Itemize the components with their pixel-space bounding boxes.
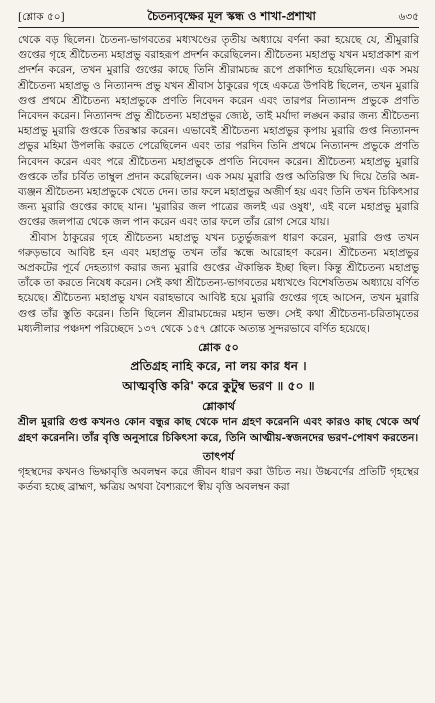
page-number: ৬৩৫ — [398, 11, 419, 23]
purport-text: গৃহস্থদের কখনও ভিক্ষাবৃত্তি অবলম্বন করে জীবন ধারণ করা উচিত নয়। উচ্চবর্ণের প্রতিটি গৃহস্থের কর্তব্য হচ্ছে ব্রাহ্মণ, ক্ষত্রিয় অথবা বৈশ্যরূপে স্বীয় বৃত্তি অবলম্বন করা — [18, 466, 419, 494]
verse-line: আত্মবৃত্তি করি' করে কুটুম্ব ভরণ ॥ ৫০ ॥ — [122, 379, 315, 394]
paragraph: শ্রীবাস ঠাকুরের গৃহে শ্রীচৈতন্য মহাপ্রভু যখন চতুর্ভুজরূপ ধারণ করেন, মুরারি গুপ্ত তখন গরুড়ভাবে আবিষ্ট হন এবং মহাপ্রভু তখন তাঁর স্কন্ধে আরোহণ করেন। শ্রীচৈতন্য মহাপ্রভুর অপ্রকটের পূর্বে দেহত্যাগ করার জন্য মুরারি গুপ্তের ঐকান্তিক ইচ্ছা ছিল। কিন্তু শ্রীচৈতন্য মহাপ্রভু তাঁকে তা করতে নিষেধ করেন। সেই কথা শ্রীচৈতন্য-ভাগবতের মধ্যখণ্ডে বিশেষতিতম অধ্যায়ে বর্ণিত হয়েছে। শ্রীচৈতন্য মহাপ্রভু যখন বরাহভাবে আবিষ্ট হয়ে মুরারি গুপ্তের গৃহে আসেন, তখন মুরারি গুপ্ত তাঁর স্তুতি করেন। তিনি ছিলেন শ্রীরামচন্দ্রের মহান ভক্ত। সেই কথা শ্রীচৈতন্য-চরিতামৃতের মধ্যলীলার পঞ্চদশ পরিচ্ছেদে ১৩৭ থেকে ১৫৭ শ্লোকে অত্যন্ত সুন্দরভাবে বর্ণিত হয়েছে। — [18, 231, 419, 335]
paragraph: থেকে বড় ছিলেন। চৈতন্য-ভাগবতের মধ্যখণ্ডের তৃতীয় অধ্যায়ে বর্ণনা করা হয়েছে যে, শ্রীমুরারি গুপ্তের গৃহে শ্রীচৈতন্য মহাপ্রভু বরাহরূপ প্রদর্শন করেছিলেন। শ্রীচৈতন্য মহাপ্রভু যখন মহাপ্রকাশ রূপ প্রদর্শন করেন, তখন মুরারি গুপ্তের কাছে তিনি শ্রীরামচন্দ্র রূপে প্রকাশিত হয়েছিলেন। এক সময় শ্রীচৈতন্য মহাপ্রভু ও নিত্যানন্দ প্রভু যখন শ্রীবাস ঠাকুরের গৃহে একত্রে উপবিষ্ট ছিলেন, তখন মুরারি গুপ্ত প্রথমে শ্রীচৈতন্য মহাপ্রভুকে প্রণতি নিবেদন করেন এবং তারপর নিত্যানন্দ প্রভুকে প্রণতি নিবেদন করেন। নিত্যানন্দ প্রভু শ্রীচৈতন্য মহাপ্রভুর জ্যেষ্ঠ, তাই মর্যাদা লঙ্ঘন করার জন্য শ্রীচৈতন্য মহাপ্রভু মুরারি গুপ্তকে তিরস্কার করেন। এভাবেই শ্রীচৈতন্য মহাপ্রভুর কৃপায় মুরারি গুপ্ত নিত্যানন্দ প্রভুর মহিমা উপলব্ধি করতে পেরেছিলেন এবং তার পরদিন তিনি প্রথমে নিত্যানন্দ প্রভুকে প্রণতি নিবেদন করেন এবং পরে শ্রীচৈতন্য মহাপ্রভুকে প্রণতি নিবেদন করেন। শ্রীচৈতন্য মহাপ্রভু মুরারি গুপ্তকে তাঁর চর্বিত তাম্বুল প্রদান করেছিলেন। এক সময় মুরারি গুপ্ত অতিরিক্ত ঘি দিয়ে তৈরি অন্ন-ব্যঞ্জন শ্রীচৈতন্য মহাপ্রভুকে খেতে দেন। তার ফলে মহাপ্রভুর অজীর্ণ হয় এবং তিনি তখন চিকিৎসার জন্য মুরারি গুপ্তের কাছে যান। 'মুরারির জল পাত্রের জলই এর ওষুধ', এই বলে মহাপ্রভু মুরারি গুপ্তের জলপাত্র থেকে জল পান করেন এবং তার ফলে তাঁর রোগ সেরে যায়। — [18, 34, 419, 229]
sloka-heading: শ্লোক ৫০ — [198, 341, 239, 355]
purport-section — [18, 465, 419, 495]
running-header — [18, 8, 419, 26]
verse-reference: [শ্লোক ৫০] — [18, 11, 65, 23]
translation-text: শ্রীল মুরারি গুপ্ত কখনও কোন বন্ধুর কাছ থেকে দান গ্রহণ করেননি এবং কারও কাছ থেকে অর্থ গ্রহণ করেননি। তাঁর বৃত্তি অনুসারে চিকিৎসা করে, তিনি আত্মীয়-স্বজনদের ভরণ-পোষণ করতেন। — [18, 416, 419, 444]
verse-line: প্রতিগ্রহ নাহি করে, না লয় কার ধন । — [130, 359, 307, 374]
header-divider — [18, 27, 419, 28]
purport-continued — [18, 33, 419, 337]
translation-heading: শ্লোকার্থ — [202, 400, 235, 414]
purport-heading: তাৎপর্য — [202, 450, 235, 464]
chapter-title: চৈতন্যবৃক্ষের মূল স্কন্ধ ও শাখা-প্রশাখা — [147, 9, 316, 23]
